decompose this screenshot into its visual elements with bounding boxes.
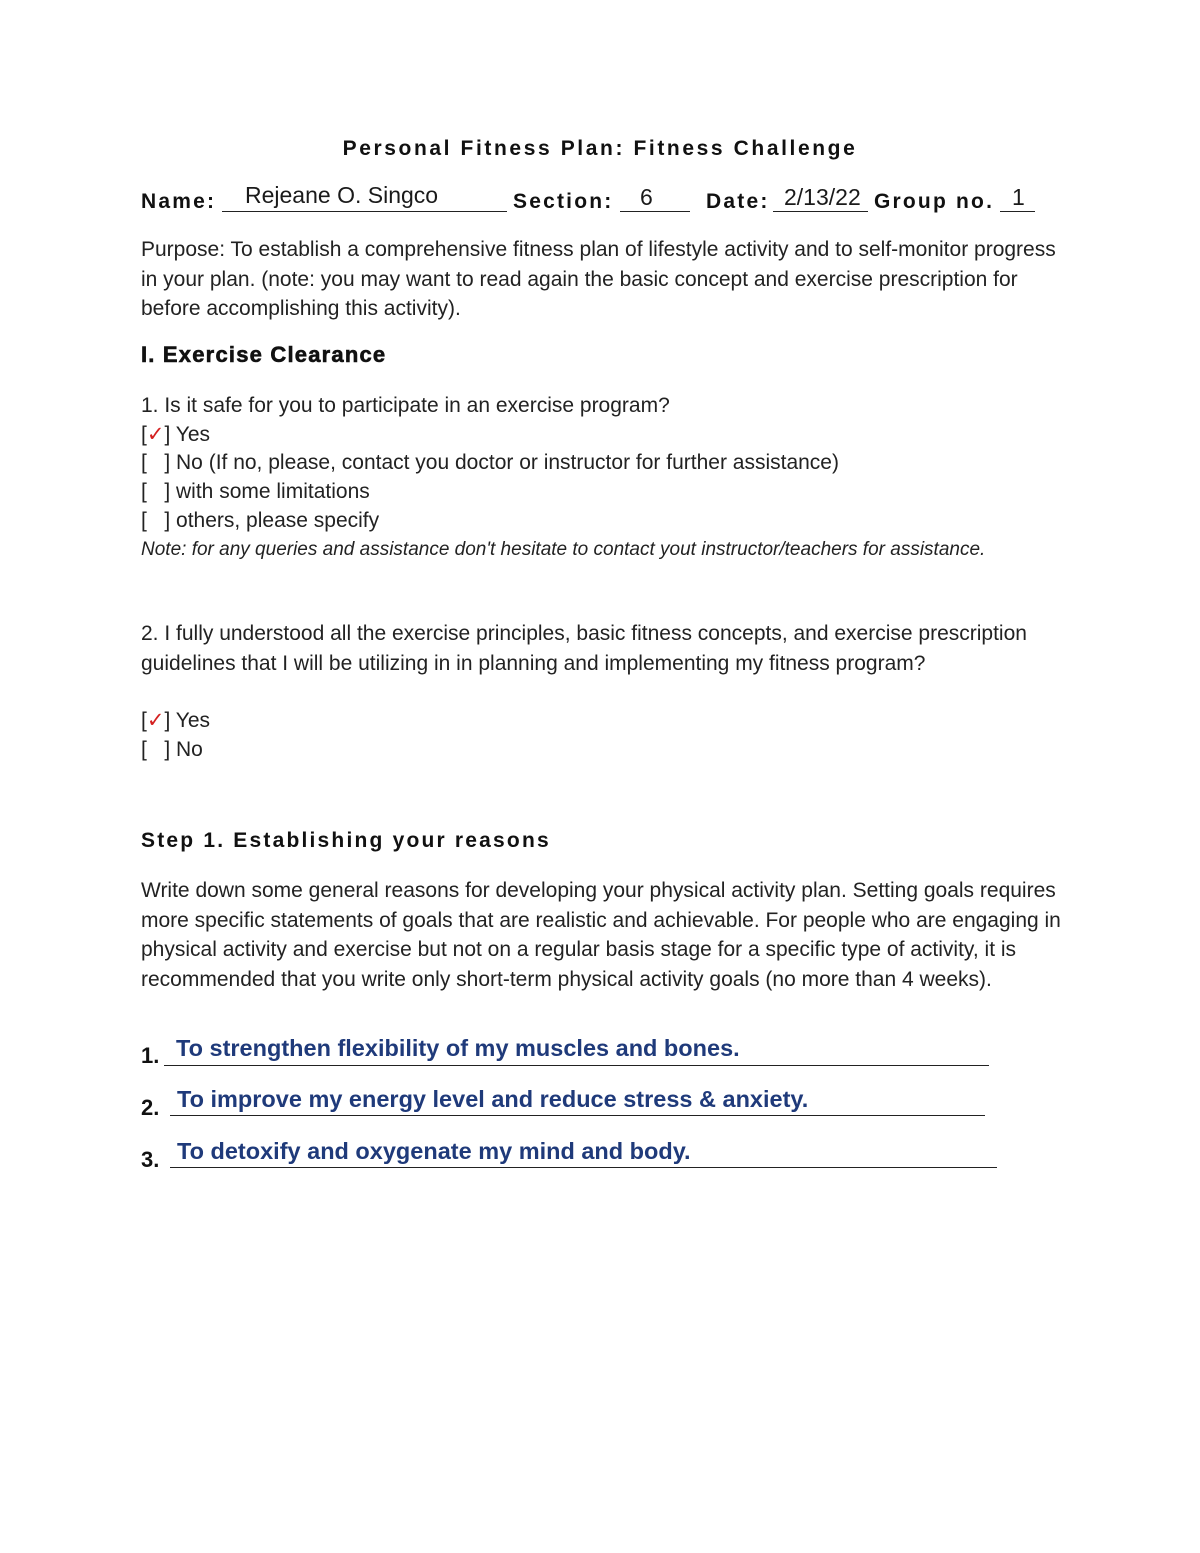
- page-title: Personal Fitness Plan: Fitness Challenge: [342, 137, 858, 160]
- check-mark-icon: ✓: [146, 423, 165, 446]
- step-instructions: Write down some general reasons for developing your physical activity plan. Setting goals requires more specific statements of goals that are realistic and achievable. For people who are engaging in physical activity and exercise but not on a regular basis stage for a specific type of activity, it is recommended that you write only short-term physical activity goals (no more than 4 weeks).: [141, 879, 1061, 991]
- section-value[interactable]: 6: [640, 184, 653, 210]
- group-line: [1000, 211, 1035, 212]
- group-value[interactable]: 1: [1012, 184, 1025, 210]
- group-label: Group no.: [874, 190, 995, 213]
- goal-text[interactable]: To strengthen flexibility of my muscles and bones.: [176, 1035, 740, 1061]
- goal-text[interactable]: To detoxify and oxygenate my mind and body.: [177, 1138, 691, 1164]
- goal-number: 3.: [141, 1147, 160, 1172]
- name-value[interactable]: Rejeane O. Singco: [245, 182, 439, 208]
- assistance-note: Note: for any queries and assistance don't hesitate to contact yout instructor/teachers for assistance.: [141, 539, 986, 560]
- check-mark-icon: ✓: [146, 709, 165, 732]
- q2-option-no[interactable]: [ ] No: [141, 738, 203, 761]
- option-label: Yes: [175, 709, 211, 732]
- goal-line: [170, 1115, 985, 1116]
- q1-option-others[interactable]: [ ] others, please specify: [141, 509, 380, 532]
- date-value[interactable]: 2/13/22: [784, 184, 861, 210]
- option-label: No (If no, please, contact you doctor or instructor for further assistance): [176, 451, 839, 474]
- option-label: others, please specify: [176, 509, 380, 532]
- q1-option-limitations[interactable]: [ ] with some limitations: [141, 480, 370, 503]
- question-1: 1. Is it safe for you to participate in an exercise program?: [141, 394, 670, 417]
- section-label: Section:: [513, 190, 614, 213]
- step-heading: Step 1. Establishing your reasons: [141, 829, 551, 852]
- option-label: No: [176, 738, 203, 761]
- name-label: Name:: [141, 190, 217, 213]
- goal-number: 2.: [141, 1095, 160, 1120]
- q2-option-yes[interactable]: [✓] Yes: [141, 709, 211, 732]
- date-line: [773, 211, 868, 212]
- goal-line: [170, 1167, 997, 1168]
- name-line: [222, 211, 507, 212]
- q1-option-yes[interactable]: [✓] Yes: [141, 423, 211, 446]
- goal-line: [164, 1065, 989, 1066]
- section-heading: I. Exercise Clearance: [141, 342, 387, 367]
- option-label: Yes: [175, 423, 211, 446]
- goal-text[interactable]: To improve my energy level and reduce stress & anxiety.: [177, 1086, 809, 1112]
- goal-number: 1.: [141, 1043, 160, 1068]
- section-line: [620, 211, 690, 212]
- option-label: with some limitations: [176, 480, 370, 503]
- q1-option-no[interactable]: [ ] No (If no, please, contact you doctor or instructor for further assistance): [141, 451, 839, 474]
- purpose-text: Purpose: To establish a comprehensive fitness plan of lifestyle activity and to self-monitor progress in your plan. (note: you may want to read again the basic concept and exercise prescription for before accomplishing this activity).: [141, 238, 1056, 320]
- date-label: Date:: [706, 190, 770, 213]
- question-2: 2. I fully understood all the exercise principles, basic fitness concepts, and exercise prescription guidelines that I will be utilizing in in planning and implementing my fitness program?: [141, 622, 1027, 675]
